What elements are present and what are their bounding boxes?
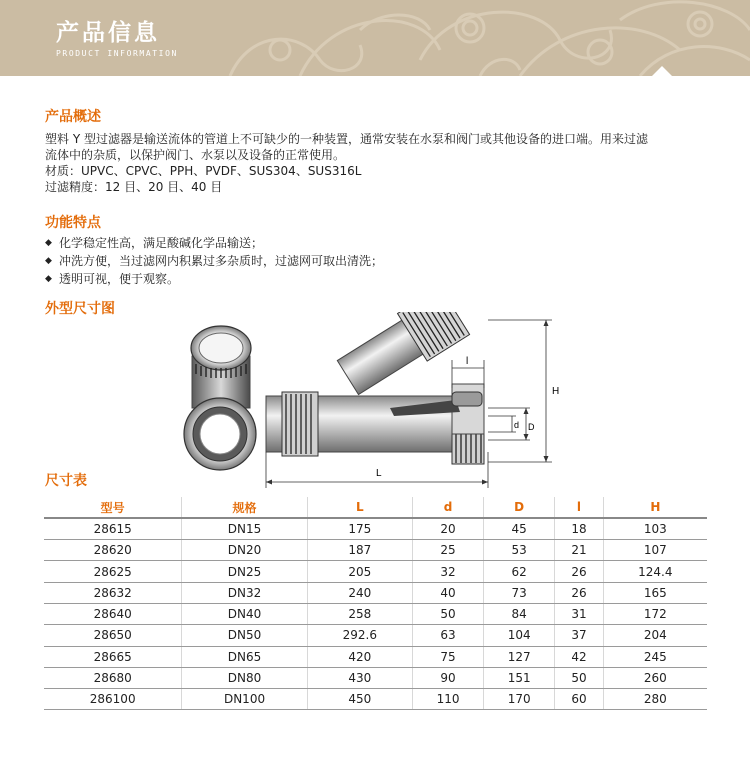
column-header: D <box>484 497 555 518</box>
features-list <box>45 234 383 288</box>
table-cell: 21 <box>555 540 603 561</box>
table-cell: 103 <box>603 518 707 539</box>
header-banner <box>0 0 750 76</box>
table-row <box>44 603 707 624</box>
table-cell: 260 <box>603 667 707 688</box>
table-cell: DN25 <box>182 561 307 582</box>
table-cell: 28680 <box>44 667 182 688</box>
table-cell: 280 <box>603 689 707 710</box>
table-cell: 240 <box>307 582 412 603</box>
table-row <box>44 540 707 561</box>
table-cell: 25 <box>412 540 483 561</box>
table-cell: 28665 <box>44 646 182 667</box>
overview-line-1: 塑料 Y 型过滤器是输送流体的管道上不可缺少的一种装置，通常安装在水泵和阀门或其他设备的进口端。用来过滤 <box>45 132 648 146</box>
table-cell: 124.4 <box>603 561 707 582</box>
size-table <box>44 497 707 710</box>
feature-item <box>45 234 383 252</box>
table-cell: 62 <box>484 561 555 582</box>
table-cell: 127 <box>484 646 555 667</box>
table-cell: 50 <box>412 603 483 624</box>
table-header-row <box>44 497 707 518</box>
table-cell: 430 <box>307 667 412 688</box>
feature-text: 透明可视，便于观察。 <box>59 272 180 286</box>
table-cell: 107 <box>603 540 707 561</box>
drawing-heading: 外型尺寸图 <box>45 301 115 317</box>
table-row <box>44 625 707 646</box>
feature-item <box>45 252 383 270</box>
table-cell: 172 <box>603 603 707 624</box>
column-header: 型号 <box>44 497 182 518</box>
dim-label-L: L <box>376 468 382 479</box>
precision-line: 过滤精度：12 目、20 目、40 目 <box>45 180 223 194</box>
column-header: H <box>603 497 707 518</box>
table-cell: 26 <box>555 561 603 582</box>
column-header: d <box>412 497 483 518</box>
table-row <box>44 689 707 710</box>
table-row <box>44 667 707 688</box>
banner-title: 产品信息 <box>56 20 160 46</box>
feature-item <box>45 270 383 288</box>
overview-heading: 产品概述 <box>45 109 101 125</box>
table-cell: DN32 <box>182 582 307 603</box>
table-cell: 84 <box>484 603 555 624</box>
table-cell: 28632 <box>44 582 182 603</box>
table-cell: 53 <box>484 540 555 561</box>
table-cell: 205 <box>307 561 412 582</box>
column-header: l <box>555 497 603 518</box>
banner-notch <box>652 66 672 76</box>
size-table-heading: 尺寸表 <box>45 473 87 489</box>
table-cell: 28620 <box>44 540 182 561</box>
features-heading: 功能特点 <box>45 215 101 231</box>
table-cell: 31 <box>555 603 603 624</box>
table-cell: DN65 <box>182 646 307 667</box>
table-cell: 204 <box>603 625 707 646</box>
table-cell: DN15 <box>182 518 307 539</box>
table-cell: DN80 <box>182 667 307 688</box>
table-cell: 63 <box>412 625 483 646</box>
diamond-bullet-icon: ◆ <box>45 274 52 284</box>
column-header: L <box>307 497 412 518</box>
table-cell: 245 <box>603 646 707 667</box>
y-strainer-dimension-drawing <box>170 312 570 490</box>
diamond-bullet-icon: ◆ <box>45 256 52 266</box>
table-cell: 170 <box>484 689 555 710</box>
feature-text: 化学稳定性高，满足酸碱化学品输送； <box>59 236 264 250</box>
table-row <box>44 582 707 603</box>
table-cell: 28625 <box>44 561 182 582</box>
table-cell: 40 <box>412 582 483 603</box>
table-cell: 292.6 <box>307 625 412 646</box>
table-cell: 32 <box>412 561 483 582</box>
table-row <box>44 518 707 539</box>
table-cell: 110 <box>412 689 483 710</box>
overview-line-2: 流体中的杂质，以保护阀门、水泵以及设备的正常使用。 <box>45 148 346 162</box>
table-cell: 175 <box>307 518 412 539</box>
overview-text <box>45 131 715 195</box>
table-cell: 28615 <box>44 518 182 539</box>
table-cell: DN100 <box>182 689 307 710</box>
table-cell: 104 <box>484 625 555 646</box>
table-cell: 420 <box>307 646 412 667</box>
table-cell: 45 <box>484 518 555 539</box>
table-cell: 151 <box>484 667 555 688</box>
table-cell: 28640 <box>44 603 182 624</box>
table-cell: DN20 <box>182 540 307 561</box>
table-cell: 187 <box>307 540 412 561</box>
table-cell: 20 <box>412 518 483 539</box>
table-cell: 75 <box>412 646 483 667</box>
table-cell: 37 <box>555 625 603 646</box>
table-cell: 60 <box>555 689 603 710</box>
diamond-bullet-icon: ◆ <box>45 238 52 248</box>
table-cell: 165 <box>603 582 707 603</box>
banner-subtitle: PRODUCT INFORMATION <box>56 49 178 58</box>
table-cell: 42 <box>555 646 603 667</box>
table-cell: 258 <box>307 603 412 624</box>
table-cell: 28650 <box>44 625 182 646</box>
table-cell: DN50 <box>182 625 307 646</box>
table-cell: 50 <box>555 667 603 688</box>
dim-label-l: l <box>466 356 469 367</box>
feature-text: 冲洗方便，当过滤网内积累过多杂质时，过滤网可取出清洗； <box>59 254 384 268</box>
dim-label-H: H <box>552 386 560 397</box>
table-row <box>44 646 707 667</box>
table-cell: 26 <box>555 582 603 603</box>
materials-line: 材质：UPVC、CPVC、PPH、PVDF、SUS304、SUS316L <box>45 164 362 178</box>
side-view-illustration <box>266 312 559 488</box>
dim-label-D: D <box>528 422 535 432</box>
end-view-illustration <box>184 326 256 470</box>
table-cell: 90 <box>412 667 483 688</box>
table-cell: 18 <box>555 518 603 539</box>
dim-label-d: d <box>514 420 520 430</box>
table-cell: 73 <box>484 582 555 603</box>
table-row <box>44 561 707 582</box>
table-cell: 450 <box>307 689 412 710</box>
column-header: 规格 <box>182 497 307 518</box>
table-cell: DN40 <box>182 603 307 624</box>
table-cell: 286100 <box>44 689 182 710</box>
